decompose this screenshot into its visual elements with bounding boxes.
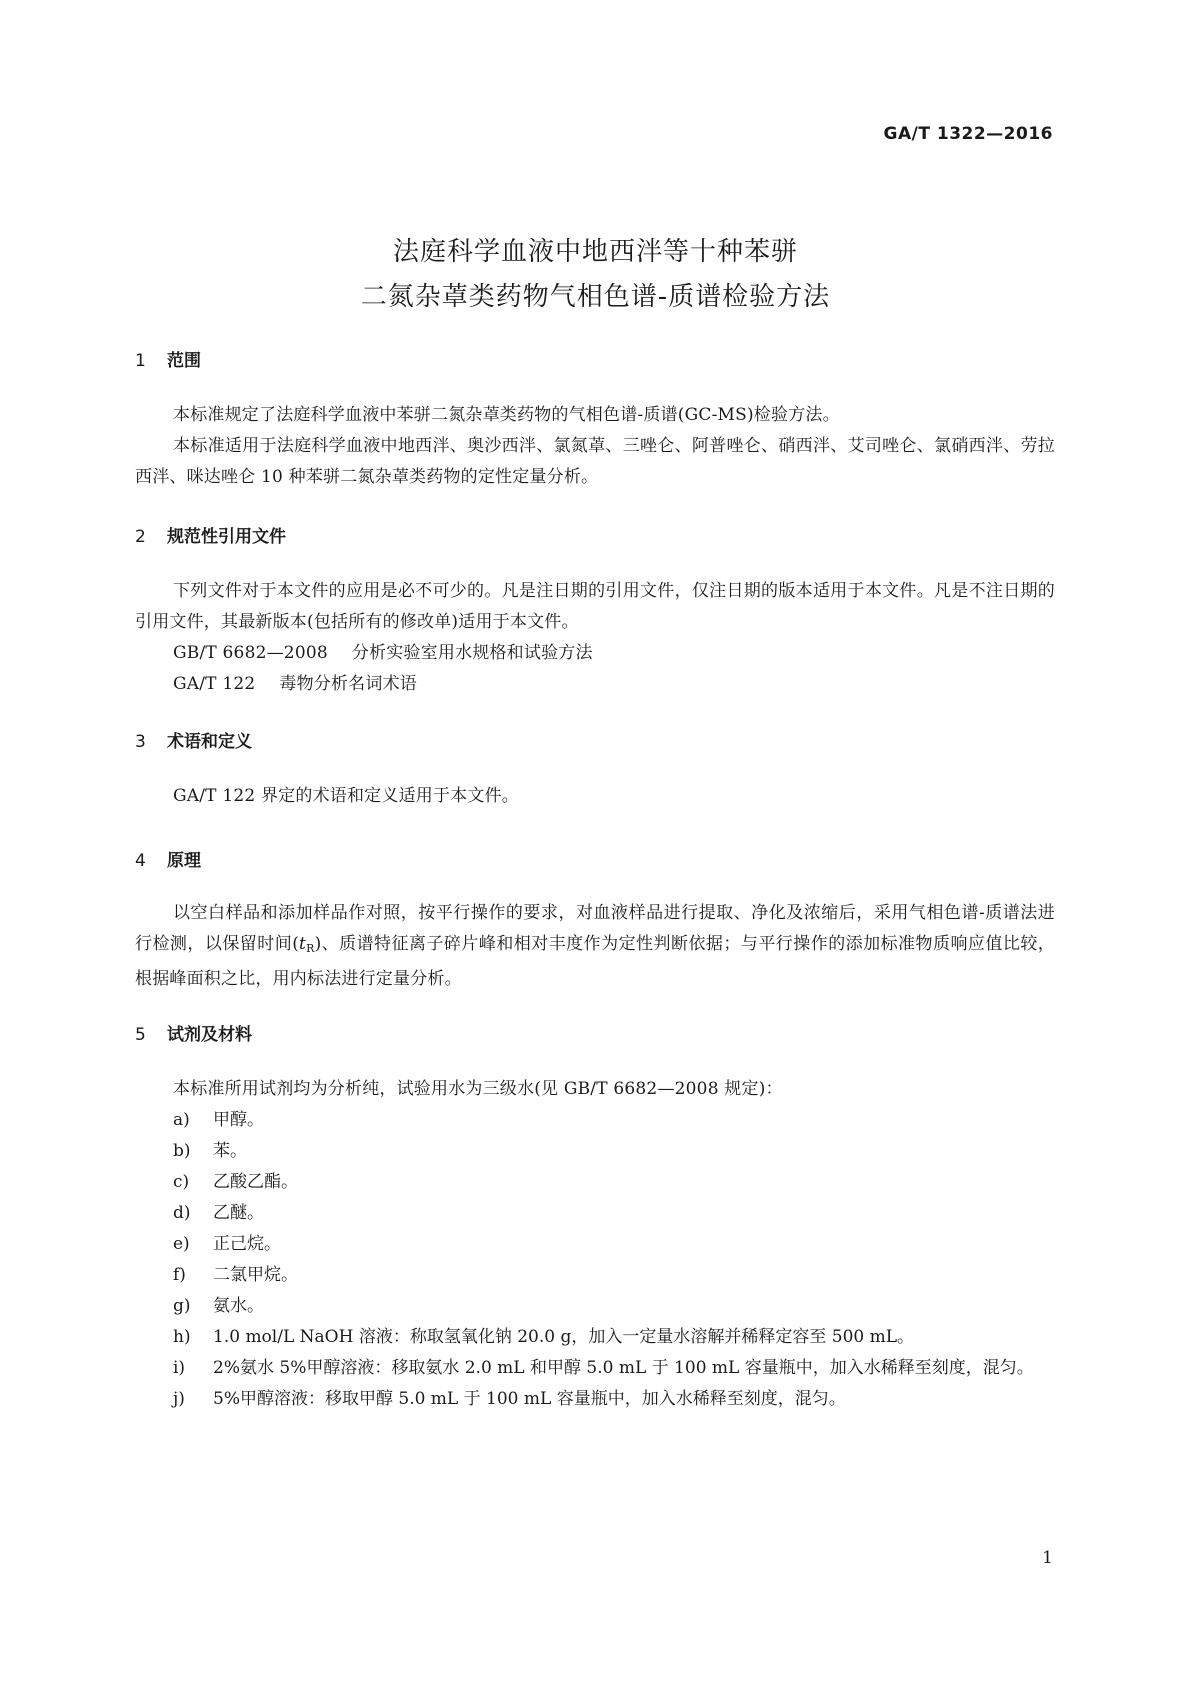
section-number: 1	[135, 351, 146, 371]
list-marker: d)	[173, 1203, 191, 1223]
normative-body	[135, 576, 1055, 700]
reference-code: GA/T 122	[173, 674, 256, 694]
section-title: 规范性引用文件	[167, 527, 286, 547]
list-item	[173, 1229, 1055, 1260]
section-heading-principle	[135, 846, 201, 871]
section-title: 范围	[167, 351, 201, 371]
document-title-line-2: 二氮杂䓬类药物气相色谱-质谱检验方法	[360, 282, 831, 312]
list-marker: h)	[173, 1327, 191, 1347]
list-text: 正己烷。	[213, 1234, 281, 1254]
section-number: 2	[135, 527, 146, 547]
list-item	[173, 1322, 1055, 1353]
section-heading-terms	[135, 727, 252, 752]
section-heading-normative-references	[135, 522, 286, 547]
list-text: 乙醚。	[213, 1203, 264, 1223]
scope-paragraph-2: 本标准适用于法庭科学血液中地西泮、奥沙西泮、氯氮䓬、三唑仑、阿普唑仑、硝西泮、艾司唑仑、氯硝西泮、劳拉西泮、咪达唑仑 10 种苯骈二氮杂䓬类药物的定性定量分析。	[135, 436, 1055, 487]
list-marker: f)	[173, 1265, 186, 1285]
normative-paragraph: 下列文件对于本文件的应用是必不可少的。凡是注日期的引用文件，仅注日期的版本适用于本文件。凡是不注日期的引用文件，其最新版本(包括所有的修改单)适用于本文件。	[135, 581, 1055, 632]
list-text: 1.0 mol/L NaOH 溶液：称取氢氧化钠 20.0 g，加入一定量水溶解并稀释定容至 500 mL。	[213, 1327, 915, 1347]
standard-code: GA/T 1322—2016	[883, 124, 1053, 144]
reference-name: 分析实验室用水规格和试验方法	[351, 643, 593, 663]
principle-text-before: 以空白样品和添加样品作对照，按平行操作的要求，对血液样品进行提取、净化及浓缩后，采用气相色谱-质谱法进行检测，以保留时间(	[135, 903, 1055, 954]
principle-text-after: )、质谱特征离子碎片峰和相对丰度作为定性判断依据；与平行操作的添加标准物质响应值比较，根据峰面积之比，用内标法进行定量分析。	[135, 934, 1055, 989]
list-item	[173, 1167, 1055, 1198]
scope-body	[135, 400, 1055, 493]
section-heading-reagents	[135, 1020, 252, 1045]
list-marker: e)	[173, 1234, 190, 1254]
reagents-intro-paragraph: 本标准所用试剂均为分析纯，试验用水为三级水(见 GB/T 6682—2008 规定)：	[173, 1079, 783, 1099]
principle-body	[135, 898, 1055, 995]
scope-paragraph-1: 本标准规定了法庭科学血液中苯骈二氮杂䓬类药物的气相色谱-质谱(GC-MS)检验方法。	[173, 405, 840, 425]
section-number: 3	[135, 732, 146, 752]
list-item	[173, 1260, 1055, 1291]
list-text: 苯。	[213, 1141, 247, 1161]
section-title: 术语和定义	[167, 732, 252, 752]
list-marker: c)	[173, 1172, 190, 1192]
reference-item	[135, 669, 1055, 700]
list-text: 二氯甲烷。	[213, 1265, 298, 1285]
reference-item	[135, 638, 1055, 669]
list-item	[173, 1353, 1055, 1384]
list-marker: a)	[173, 1110, 190, 1130]
list-marker: i)	[173, 1358, 186, 1378]
list-text: 2%氨水 5%甲醇溶液：移取氨水 2.0 mL 和甲醇 5.0 mL 于 100 mL 容量瓶中，加入水稀释至刻度，混匀。	[213, 1358, 1034, 1378]
terms-body	[135, 781, 1055, 812]
list-marker: b)	[173, 1141, 191, 1161]
reagents-intro	[135, 1074, 1055, 1105]
list-text: 氨水。	[213, 1296, 264, 1316]
section-title: 原理	[167, 851, 201, 871]
list-item	[173, 1105, 1055, 1136]
page-number: 1	[1042, 1548, 1053, 1568]
document-title-line-1: 法庭科学血液中地西泮等十种苯骈	[392, 237, 798, 267]
section-title: 试剂及材料	[167, 1025, 252, 1045]
retention-time-subscript: R	[306, 942, 315, 955]
list-item	[173, 1136, 1055, 1167]
list-marker: g)	[173, 1296, 191, 1316]
terms-paragraph: GA/T 122 界定的术语和定义适用于本文件。	[173, 786, 519, 806]
principle-paragraph	[135, 898, 1055, 995]
section-number: 5	[135, 1025, 146, 1045]
reference-code: GB/T 6682—2008	[173, 643, 328, 663]
list-text: 甲醇。	[213, 1110, 264, 1130]
list-text: 乙酸乙酯。	[213, 1172, 298, 1192]
section-heading-scope	[135, 346, 201, 371]
list-item	[173, 1291, 1055, 1322]
reference-name: 毒物分析名词术语	[279, 674, 417, 694]
section-number: 4	[135, 851, 146, 871]
list-text: 5%甲醇溶液：移取甲醇 5.0 mL 于 100 mL 容量瓶中，加入水稀释至刻度，混匀。	[213, 1389, 846, 1409]
retention-time-symbol: t	[299, 934, 307, 954]
list-item	[173, 1198, 1055, 1229]
reagents-list	[173, 1105, 1055, 1415]
list-marker: j)	[173, 1389, 185, 1409]
list-item	[173, 1384, 1055, 1415]
